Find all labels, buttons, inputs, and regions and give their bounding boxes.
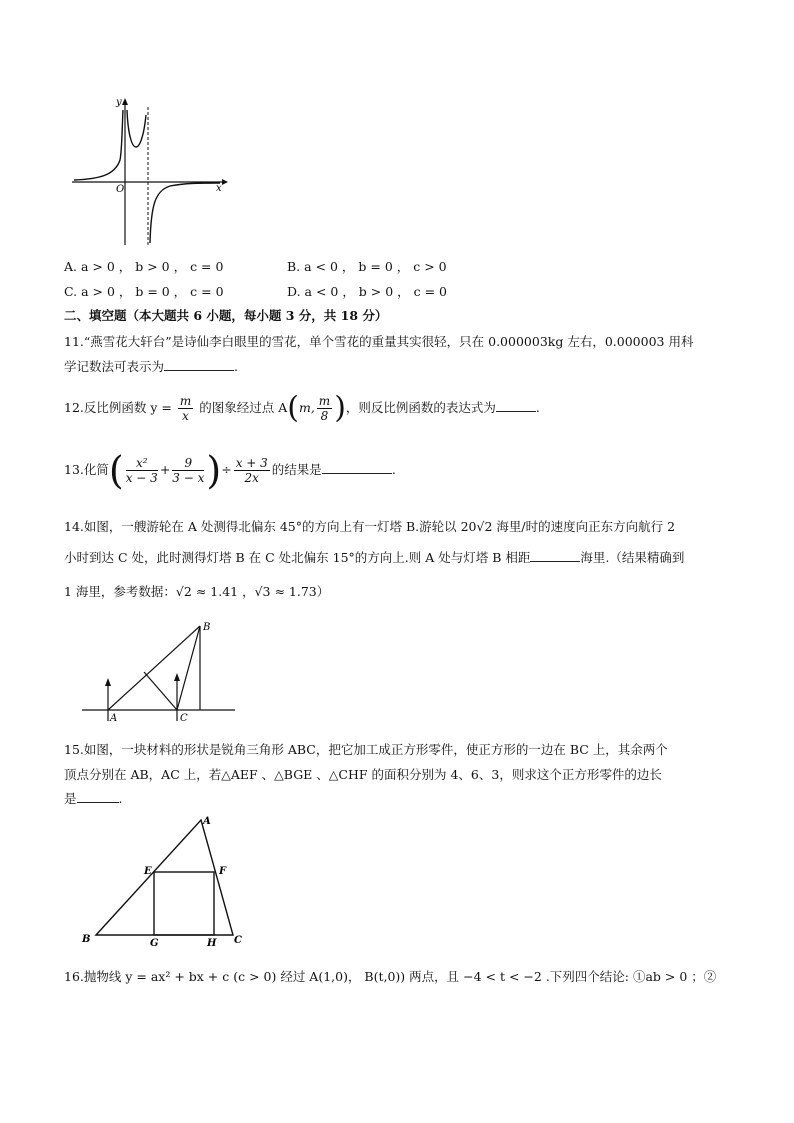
q14-line2-suffix: 海里.（结果精确到 [580, 550, 685, 565]
q13-prefix: 13.化简 [64, 462, 109, 477]
q15-answer-blank[interactable] [77, 790, 119, 803]
q11-line1: 11.“燕雪花大轩台”是诗仙李白眼里的雪花，单个雪花的重量其实很轻，只在 0.000003kg 左右，0.000003 用科 [64, 334, 694, 349]
north-arrowhead-c [174, 673, 180, 681]
q12-answer-blank[interactable] [496, 399, 536, 412]
q13-f1-den: x − 3 [125, 471, 158, 485]
q13-line: 13.化简( $\frac{\text{x²}}{x - 3}$ + $\frac{9}{3 - x}$ )÷ $\frac{x + 3}{2x}$ 的结果是 . [64, 448, 396, 493]
q13-frac2 [172, 456, 204, 485]
q12-suffix: ，则反比例函数的表达式为 [345, 400, 496, 415]
option-c: C. a > 0 ， b = 0 ， c = 0 [64, 284, 224, 299]
q14-line2 [64, 549, 684, 567]
segment-cb [177, 626, 200, 710]
y-axis-label: y [116, 97, 122, 108]
label-a: A [203, 816, 211, 827]
q11-suffix: . [234, 359, 238, 374]
q13-answer-blank[interactable] [322, 461, 392, 474]
q12-point-fraction [317, 394, 332, 423]
q14-line3: 1 海里，参考数据：√2 ≈ 1.41 ，√3 ≈ 1.73） [64, 584, 330, 599]
label-c: C [180, 713, 188, 724]
north-arrowhead-a [105, 678, 111, 686]
label-h: H [207, 938, 217, 949]
x-axis-label: x [216, 183, 222, 194]
label-g: G [150, 938, 159, 949]
option-a: A. a > 0 ， b > 0 ， c = 0 [64, 259, 224, 274]
label-b: B [203, 622, 211, 633]
q15-line3-prefix: 是 [64, 791, 77, 806]
q15-line3-suffix: . [118, 791, 123, 806]
label-c: C [234, 935, 242, 946]
q12-frac-den: x [182, 409, 189, 423]
label-b: B [82, 934, 91, 945]
q13-frac1 [126, 456, 158, 485]
q13-frac3 [234, 456, 270, 485]
square-efhg [154, 872, 214, 935]
q13-suffix: 的结果是 [271, 462, 322, 477]
q11-answer-blank[interactable] [164, 358, 234, 371]
q15-line2: 顶点分别在 AB，AC 上，若△AEF 、△BGE 、△CHF 的面积分别为 4、6、3，则求这个正方形零件的边长 [64, 767, 662, 782]
q10-graph [60, 95, 230, 247]
q12-point-a: m, [298, 400, 315, 415]
y-axis-arrow [122, 98, 128, 105]
q12-fraction [178, 394, 193, 423]
curve-left-branch [74, 110, 123, 180]
label-e: E [144, 866, 152, 877]
curve-right-branch [150, 183, 220, 243]
q12-frac-num: m [179, 394, 192, 408]
label-f: F [219, 866, 227, 877]
q14-figure [80, 618, 240, 728]
q13-f3-num: x + 3 [235, 456, 268, 470]
section-2-title: 二、填空题（本大题共 6 小题，每小题 3 分，共 18 分） [64, 308, 388, 323]
q13-f3-den: 2x [244, 471, 259, 485]
q14-line1: 14.如图，一艘游轮在 A 处测得北偏东 45°的方向上有一灯塔 B.游轮以 20√2 海里/时的速度向正东方向航行 2 [64, 519, 676, 534]
q11-line2 [64, 358, 238, 376]
curve-middle-branch [127, 110, 146, 147]
perpendicular-cd [144, 672, 177, 710]
q12-point-den: 8 [320, 409, 329, 423]
q12-end: . [535, 400, 540, 415]
triangle-abc [96, 820, 233, 935]
q14-line2-prefix: 小时到达 C 处，此时测得灯塔 B 在 C 处北偏东 15°的方向上.则 A 处与灯塔 B 相距 [64, 550, 531, 565]
q14-answer-blank[interactable] [530, 549, 580, 562]
origin-label: O [116, 184, 125, 195]
q13-f1-num: x² [126, 456, 158, 471]
q12-point-num: m [318, 394, 331, 408]
q11-prefix: 学记数法可表示为 [64, 359, 165, 374]
q15-line3 [64, 790, 123, 808]
q13-end: . [391, 462, 396, 477]
option-d: D. a < 0 ， b > 0 ， c = 0 [287, 284, 447, 299]
q12-mid: 的图象经过点 A [199, 400, 288, 415]
q13-div: ÷ [221, 462, 232, 477]
q12-line: 12.反比例函数 y = $\frac{m}{x}$ 的图象经过点 A(m, $\frac{m}{8}$ )，则反比例函数的表达式为 . [64, 390, 540, 426]
q13-f2-den: 3 − x [172, 471, 205, 485]
q15-figure [78, 812, 253, 952]
option-b: B. a < 0 ， b = 0 ， c > 0 [287, 259, 447, 274]
x-axis-arrow [222, 179, 228, 185]
q12-prefix: 12.反比例函数 y = [64, 400, 172, 415]
q16-line1: 16.抛物线 y = ax² + bx + c (c > 0) 经过 A(1,0)， B(t,0)) 两点，且 −4 < t < −2 .下列四个结论: ①ab > 0 ；② [64, 969, 717, 984]
q13-f2-num: 9 [172, 456, 204, 471]
q15-line1: 15.如图，一块材料的形状是锐角三角形 ABC，把它加工成正方形零件，使正方形的一边在 BC 上，其余两个 [64, 742, 668, 757]
q13-plus: + [159, 462, 171, 477]
label-a: A [110, 713, 118, 724]
segment-ab [108, 626, 200, 710]
